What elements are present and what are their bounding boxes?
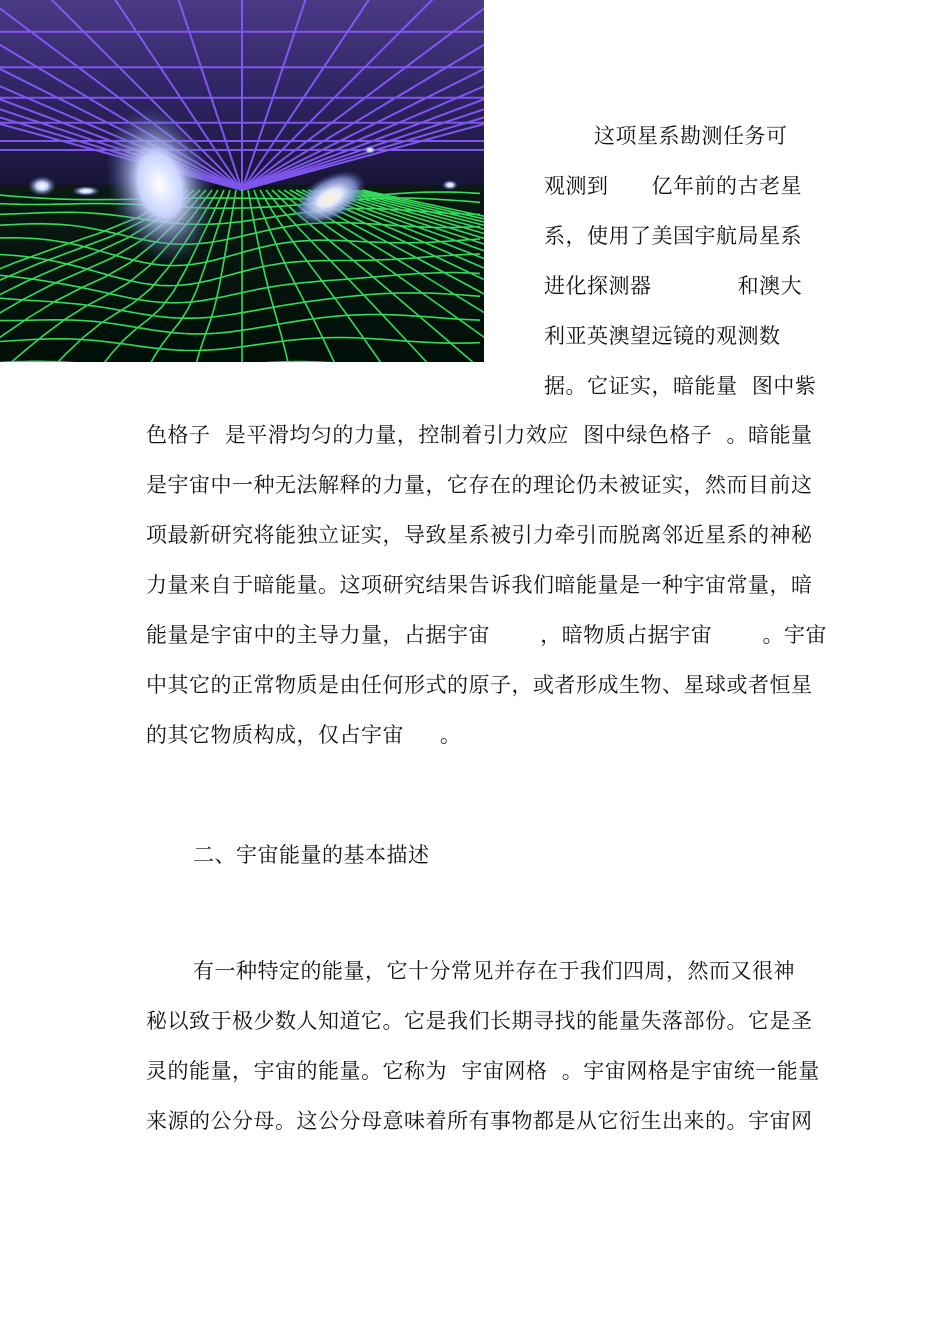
body-text-line: 的其它物质构成，仅占宇宙 。 bbox=[146, 723, 462, 747]
side-text-line: 利亚英澳望远镜的观测数 bbox=[544, 324, 781, 348]
side-text-line: 据。它证实，暗能量 图中紫 bbox=[544, 374, 817, 398]
body-text-line: 秘以致于极少数人知道它。它是我们长期寻找的能量失落部份。它是圣 bbox=[146, 1009, 813, 1033]
side-text-line: 进化探测器 和澳大 bbox=[544, 274, 803, 298]
section-heading: 二、宇宙能量的基本描述 bbox=[193, 843, 430, 867]
side-text-line: 观测到 亿年前的古老星 bbox=[544, 174, 803, 198]
cosmic-grid-figure bbox=[0, 0, 484, 362]
body-text-line: 有一种特定的能量，它十分常见并存在于我们四周，然而又很神 bbox=[193, 959, 795, 983]
body-text-line: 来源的公分母。这公分母意味着所有事物都是从它衍生出来的。宇宙网 bbox=[146, 1109, 813, 1133]
side-text-line: 这项星系勘测任务可 bbox=[594, 124, 788, 148]
body-text-line: 能量是宇宙中的主导力量，占据宇宙 ，暗物质占据宇宙 。宇宙 bbox=[146, 623, 827, 647]
side-text-line: 系，使用了美国宇航局星系 bbox=[544, 224, 802, 248]
body-text-line: 力量来自于暗能量。这项研究结果告诉我们暗能量是一种宇宙常量，暗 bbox=[146, 573, 813, 597]
cosmic-grid-galaxies-icon bbox=[0, 0, 484, 362]
body-text-line: 色格子 是平滑均匀的力量，控制着引力效应 图中绿色格子 。暗能量 bbox=[146, 423, 813, 447]
body-text-line: 中其它的正常物质是由任何形式的原子，或者形成生物、星球或者恒星 bbox=[146, 673, 813, 697]
body-text-line: 项最新研究将能独立证实，导致星系被引力牵引而脱离邻近星系的神秘 bbox=[146, 523, 813, 547]
body-text-line: 是宇宙中一种无法解释的力量，它存在的理论仍未被证实，然而目前这 bbox=[146, 473, 813, 497]
body-text-line: 灵的能量，宇宙的能量。它称为 宇宙网格 。宇宙网格是宇宙统一能量 bbox=[146, 1059, 820, 1083]
